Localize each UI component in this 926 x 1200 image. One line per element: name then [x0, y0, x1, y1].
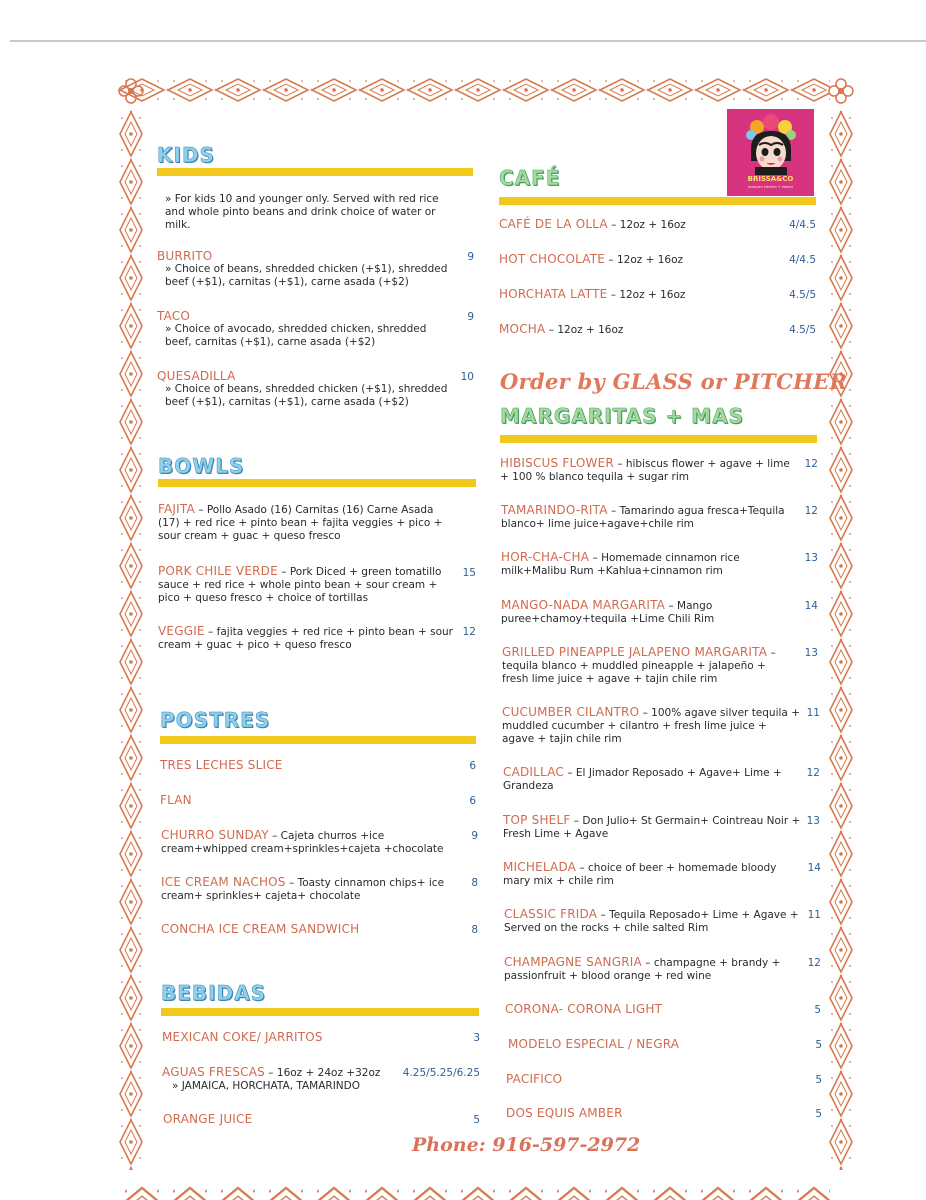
border-right-ornament [827, 110, 855, 1170]
item-price: 4.25/5.25/6.25 [402, 1067, 480, 1079]
bowls-heading-bar [158, 479, 476, 487]
item-price: 10 [460, 371, 474, 383]
cafe-heading-bar [499, 197, 816, 205]
postres-heading-bar [160, 736, 476, 744]
item-price: 5 [815, 1039, 822, 1051]
item-price: 4/4.5 [789, 254, 816, 266]
logo-wordmark: BRISSA&CO [747, 175, 794, 183]
menu-item-modelo: MODELO ESPECIAL / NEGRA [508, 1037, 680, 1051]
menu-item-classic-frida: CLASSIC FRIDA – Tequila Reposado+ Lime + Agave + Served on the rocks + chile salted Rim [504, 907, 799, 934]
menu-item-cafe-de-la-olla: CAFÉ DE LA OLLA – 12oz + 16oz [499, 217, 686, 231]
menu-item-michelada: MICHELADA – choice of beer + homemade bloody mary mix + chile rim [503, 860, 777, 887]
menu-item-mango-nada: MANGO-NADA MARGARITA – Mango puree+chamoy+tequila +Lime Chili Rim [501, 598, 715, 625]
item-price: 12 [462, 626, 476, 638]
item-price: 12 [806, 767, 820, 779]
bowls-heading: BOWLS [158, 454, 245, 478]
menu-item-aguas-frescas: AGUAS FRESCAS – 16oz + 24oz +32oz » JAMAICA, HORCHATA, TAMARINDO [162, 1065, 381, 1092]
menu-item-orange-juice: ORANGE JUICE [163, 1112, 253, 1126]
menu-item-tres-leches: TRES LECHES SLICE [160, 758, 283, 772]
phone-number: Phone: 916-597-2972 [412, 1134, 641, 1156]
item-price: 4/4.5 [789, 219, 816, 231]
item-price: 4.5/5 [789, 324, 816, 336]
item-price: 8 [471, 877, 478, 889]
menu-item-horchata-latte: HORCHATA LATTE – 12oz + 16oz [499, 287, 686, 301]
item-price: 13 [806, 815, 820, 827]
menu-item-grilled-pineapple-jalapeno: GRILLED PINEAPPLE JALAPENO MARGARITA – tequila blanco + muddled pineapple + jalapeño + fresh lime juice + agave + tajin chile rim [502, 645, 776, 685]
menu-item-champagne-sangria: CHAMPAGNE SANGRIA – champagne + brandy + passionfruit + blood orange + red wine [504, 955, 781, 982]
menu-item-hibiscus-flower: HIBISCUS FLOWER – hibiscus flower + agave + lime + 100 % blanco tequila + sugar rim [500, 456, 790, 483]
kids-heading: KIDS [157, 143, 215, 167]
corner-flower-icon [116, 76, 146, 106]
menu-item-top-shelf: TOP SHELF – Don Julio+ St Germain+ Cointreau Noir + Fresh Lime + Agave [503, 813, 801, 840]
margaritas-heading-bar [500, 435, 817, 443]
item-price: 8 [471, 924, 478, 936]
item-price: 11 [806, 707, 820, 719]
menu-item-dos-equis: DOS EQUIS AMBER [506, 1106, 623, 1120]
menu-item-mocha: MOCHA – 12oz + 16oz [499, 322, 624, 336]
item-price: 5 [815, 1108, 822, 1120]
kids-heading-bar [157, 168, 473, 176]
item-price: 3 [473, 1032, 480, 1044]
menu-item-flan: FLAN [160, 793, 192, 807]
menu-item-kids-taco: TACO » Choice of avocado, shredded chicken, shredded beef, carnitas (+$1), carne asada (+$2) [157, 309, 427, 348]
menu-item-bowls-fajita: FAJITA – Pollo Asado (16) Carnitas (16) Carne Asada (17) + red rice + pinto bean + fajita veggies + pico + sour cream + guac + queso fresco [158, 502, 443, 542]
menu-item-kids-burrito: BURRITO » Choice of beans, shredded chicken (+$1), shredded beef (+$1), carnitas (+$1), carne asada (+$2) [157, 249, 448, 288]
order-by-glass-heading: Order by GLASS or PITCHER [500, 369, 848, 394]
item-price: 14 [807, 862, 821, 874]
menu-item-hor-cha-cha: HOR-CHA-CHA – Homemade cinnamon rice milk+Malibu Rum +Kahlua+cinnamon rim [501, 550, 740, 577]
kids-note: » For kids 10 and younger only. Served with red rice and whole pinto beans and drink choice of water or milk. [165, 193, 439, 231]
menu-item-cadillac: CADILLAC – El Jimador Reposado + Agave+ Lime + Grandeza [503, 765, 782, 792]
menu-item-tamarindo-rita: TAMARINDO-RITA – Tamarindo agua fresca+Tequila blanco+ lime juice+agave+chile rim [501, 503, 785, 530]
menu-item-kids-quesadilla: QUESADILLA » Choice of beans, shredded chicken (+$1), shredded beef (+$1), carnitas (+$1), carne asada (+$2) [157, 369, 448, 408]
postres-heading: POSTRES [160, 708, 271, 732]
item-price: 13 [804, 647, 818, 659]
menu-item-hot-chocolate: HOT CHOCOLATE – 12oz + 16oz [499, 252, 684, 266]
border-bottom-ornament [118, 1183, 830, 1200]
menu-item-bowls-veggie: VEGGIE – fajita veggies + red rice + pinto bean + sour cream + guac + pico + queso fresco [158, 624, 453, 651]
item-price: 4.5/5 [789, 289, 816, 301]
menu-item-pacifico: PACIFICO [506, 1072, 563, 1086]
item-price: 14 [804, 600, 818, 612]
item-price: 12 [807, 957, 821, 969]
item-price: 5 [814, 1004, 821, 1016]
corner-flower-icon [826, 76, 856, 106]
item-price: 5 [473, 1114, 480, 1126]
brand-logo [727, 109, 814, 196]
bebidas-heading: BEBIDAS [161, 981, 267, 1005]
item-price: 12 [804, 458, 818, 470]
item-price: 15 [462, 567, 476, 579]
logo-tagline: mexican kitchen + eatery [747, 185, 794, 189]
menu-item-churro-sunday: CHURRO SUNDAY – Cajeta churros +ice cream+whipped cream+sprinkles+cajeta +chocolate [161, 828, 444, 855]
item-price: 12 [804, 505, 818, 517]
item-price: 13 [804, 552, 818, 564]
cafe-heading: CAFÉ [499, 166, 561, 190]
border-top-ornament [118, 76, 830, 104]
menu-item-bowls-pork-chile-verde: PORK CHILE VERDE – Pork Diced + green tomatillo sauce + red rice + whole pinto bean + sour cream + pico + queso fresco + choice of tortillas [158, 564, 442, 604]
item-price: 5 [815, 1074, 822, 1086]
menu-item-mexican-coke: MEXICAN COKE/ JARRITOS [162, 1030, 323, 1044]
item-price: 9 [467, 251, 474, 263]
item-price: 11 [807, 909, 821, 921]
menu-item-corona: CORONA- CORONA LIGHT [505, 1002, 663, 1016]
menu-item-concha-sandwich: CONCHA ICE CREAM SANDWICH [161, 922, 360, 936]
scan-edge [10, 40, 926, 42]
item-price: 6 [469, 760, 476, 772]
menu-item-cucumber-cilantro: CUCUMBER CILANTRO – 100% agave silver tequila + muddled cucumber + cilantro + fresh lime juice + agave + tajin chile rim [502, 705, 800, 745]
border-left-ornament [117, 110, 145, 1170]
item-price: 9 [467, 311, 474, 323]
item-price: 9 [471, 830, 478, 842]
item-price: 6 [469, 795, 476, 807]
menu-item-ice-cream-nachos: ICE CREAM NACHOS – Toasty cinnamon chips+ ice cream+ sprinkles+ cajeta+ chocolate [161, 875, 445, 902]
bebidas-heading-bar [161, 1008, 479, 1016]
margaritas-heading: MARGARITAS + MAS [500, 404, 744, 428]
